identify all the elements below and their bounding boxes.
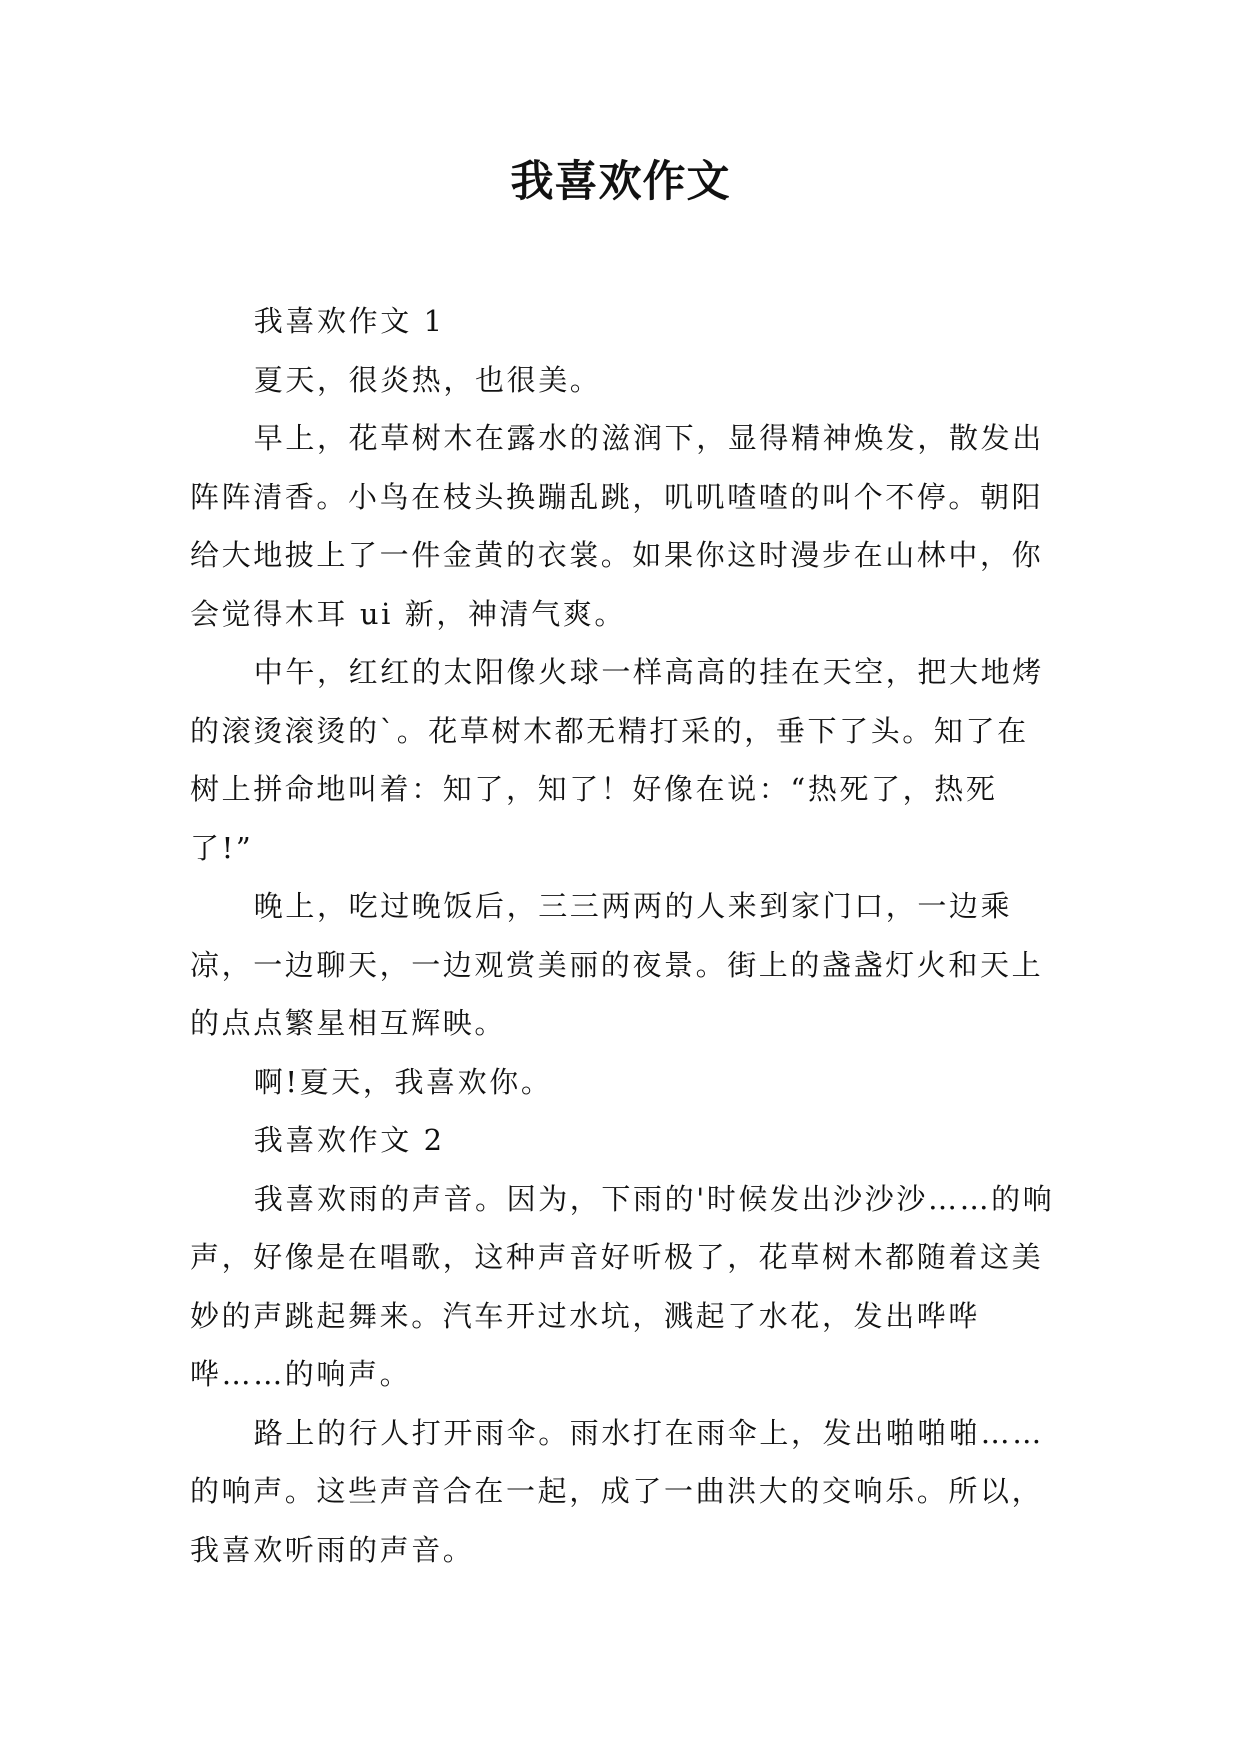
paragraph: 啊!夏天，我喜欢你。 <box>253 1064 553 1099</box>
paragraph: 晚上，吃过晚饭后，三三两两的人来到家门口，一边乘凉，一边聊天，一边观赏美丽的夜景。街上的盏盏灯火和天上的点点繁星相互辉映。 <box>190 889 1044 1040</box>
document-title: 我喜欢作文 <box>510 157 731 207</box>
paragraph: 我喜欢雨的声音。因为，下雨的'时候发出沙沙沙……的响声，好像是在唱歌，这种声音好听极了，花草树木都随着这美妙的声跳起舞来。汽车开过水坑，溅起了水花，发出哗哗哗……的响声。 <box>190 1181 1055 1391</box>
document-body <box>190 292 1060 1579</box>
essay-2-heading: 我喜欢作文 2 <box>253 1123 445 1157</box>
paragraph: 早上，花草树木在露水的滋润下，显得精神焕发，散发出阵阵清香。小鸟在枝头换蹦乱跳，叽叽喳喳的叫个不停。朝阳给大地披上了一件金黄的衣裳。如果你这时漫步在山林中，你会觉得木耳 ui 新，神清气爽。 <box>190 421 1044 631</box>
paragraph: 夏天，很炎热，也很美。 <box>253 362 602 397</box>
paragraph: 路上的行人打开雨伞。雨水打在雨伞上，发出啪啪啪……的响声。这些声音合在一起，成了一曲洪大的交响乐。所以，我喜欢听雨的声音。 <box>190 1415 1044 1567</box>
paragraph: 中午，红红的太阳像火球一样高高的挂在天空，把大地烤的滚烫滚烫的`。花草树木都无精打采的，垂下了头。知了在树上拼命地叫着：知了，知了！好像在说：“热死了，热死了!” <box>190 655 1044 865</box>
essay-1-heading: 我喜欢作文 1 <box>253 304 445 338</box>
